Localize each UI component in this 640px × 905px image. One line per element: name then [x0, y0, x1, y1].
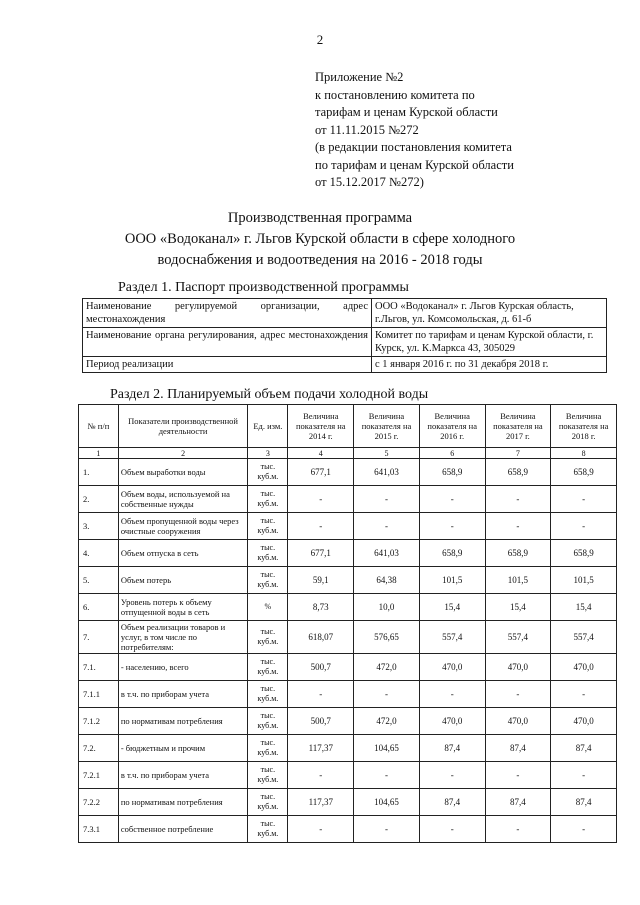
appendix-line: Приложение №2 — [315, 70, 404, 84]
header-cell: Величина показателя на 2015 г. — [354, 405, 420, 448]
header-cell: Ед. изм. — [248, 405, 288, 448]
value-2018: - — [551, 513, 617, 540]
unit-cell: тыс. куб.м. — [248, 735, 288, 762]
unit-cell: тыс. куб.м. — [248, 789, 288, 816]
column-number: 6 — [419, 448, 485, 459]
row-number: 3. — [79, 513, 119, 540]
value-2017: - — [485, 486, 551, 513]
value-2015: - — [354, 681, 420, 708]
value-2018: - — [551, 681, 617, 708]
value-2014: 59,1 — [288, 567, 354, 594]
table-row — [79, 762, 617, 789]
value-2014: 677,1 — [288, 540, 354, 567]
value-2014: - — [288, 762, 354, 789]
indicator-name: Объем выработки воды — [118, 459, 247, 486]
value-2017: 15,4 — [485, 594, 551, 621]
value-2015: 104,65 — [354, 789, 420, 816]
value-2018: 470,0 — [551, 708, 617, 735]
value-2015: 472,0 — [354, 708, 420, 735]
value-2017: 470,0 — [485, 654, 551, 681]
row-number: 4. — [79, 540, 119, 567]
passport-value: ООО «Водоканал» г. Льгов Курская область, г.Льгов, ул. Комсомольская, д. 61-б — [372, 299, 607, 328]
header-cell: № п/п — [79, 405, 119, 448]
indicator-name: Объем пропущенной воды через очистные сооружения — [118, 513, 247, 540]
value-2015: - — [354, 486, 420, 513]
row-number: 7.3.1 — [79, 816, 119, 843]
passport-row — [83, 328, 607, 357]
value-2016: - — [419, 513, 485, 540]
document-title — [0, 208, 640, 271]
title-line: Производственная программа — [227, 210, 413, 226]
value-2018: 15,4 — [551, 594, 617, 621]
header-cell: Величина показателя на 2016 г. — [419, 405, 485, 448]
table-row — [79, 459, 617, 486]
value-2016: 15,4 — [419, 594, 485, 621]
indicator-name: в т.ч. по приборам учета — [118, 681, 247, 708]
passport-table — [82, 298, 607, 373]
value-2015: 472,0 — [354, 654, 420, 681]
row-number: 7.2. — [79, 735, 119, 762]
passport-row — [83, 299, 607, 328]
value-2014: 500,7 — [288, 654, 354, 681]
column-number: 7 — [485, 448, 551, 459]
row-number: 5. — [79, 567, 119, 594]
unit-cell: тыс. куб.м. — [248, 540, 288, 567]
value-2018: - — [551, 762, 617, 789]
page-number: 2 — [316, 32, 324, 47]
value-2016: 87,4 — [419, 735, 485, 762]
appendix-line: по тарифам и ценам Курской области — [315, 157, 514, 172]
indicator-name: Объем реализации товаров и услуг, в том числе по потребителям: — [118, 621, 247, 654]
indicator-name: Уровень потерь к объему отпущенной воды в сеть — [118, 594, 247, 621]
water-volume-table — [78, 404, 617, 843]
table-row — [79, 486, 617, 513]
value-2015: 64,38 — [354, 567, 420, 594]
column-number: 2 — [118, 448, 247, 459]
row-number: 7. — [79, 621, 119, 654]
value-2018: 87,4 — [551, 789, 617, 816]
value-2015: - — [354, 513, 420, 540]
unit-cell: тыс. куб.м. — [248, 513, 288, 540]
value-2015: - — [354, 816, 420, 843]
unit-cell: тыс. куб.м. — [248, 654, 288, 681]
value-2017: - — [485, 762, 551, 789]
indicator-name: по нормативам потребления — [118, 789, 247, 816]
indicator-name: - бюджетным и прочим — [118, 735, 247, 762]
table-row — [79, 594, 617, 621]
value-2014: - — [288, 513, 354, 540]
unit-cell: тыс. куб.м. — [248, 459, 288, 486]
unit-cell: тыс. куб.м. — [248, 816, 288, 843]
table-row — [79, 513, 617, 540]
value-2014: - — [288, 816, 354, 843]
value-2016: 470,0 — [419, 654, 485, 681]
value-2016: 470,0 — [419, 708, 485, 735]
value-2015: - — [354, 762, 420, 789]
table-row — [79, 654, 617, 681]
table-row — [79, 681, 617, 708]
value-2016: - — [419, 486, 485, 513]
value-2014: 677,1 — [288, 459, 354, 486]
value-2016: 101,5 — [419, 567, 485, 594]
unit-cell: % — [248, 594, 288, 621]
appendix-block — [315, 69, 615, 192]
table-row — [79, 735, 617, 762]
appendix-line: (в редакции постановления комитета — [315, 140, 512, 154]
row-number: 6. — [79, 594, 119, 621]
appendix-line: тарифам и ценам Курской области — [315, 105, 498, 119]
title-line: водоснабжения и водоотведения на 2016 - 2018 годы — [157, 252, 483, 268]
row-number: 7.1. — [79, 654, 119, 681]
value-2016: 658,9 — [419, 540, 485, 567]
value-2015: 641,03 — [354, 540, 420, 567]
value-2017: - — [485, 816, 551, 843]
value-2016: - — [419, 681, 485, 708]
value-2015: 576,65 — [354, 621, 420, 654]
column-number: 5 — [354, 448, 420, 459]
row-number: 7.1.2 — [79, 708, 119, 735]
indicator-name: - населению, всего — [118, 654, 247, 681]
value-2014: 618,07 — [288, 621, 354, 654]
column-number: 4 — [288, 448, 354, 459]
table-row — [79, 621, 617, 654]
header-cell: Величина показателя на 2017 г. — [485, 405, 551, 448]
value-2018: 658,9 — [551, 540, 617, 567]
value-2017: 658,9 — [485, 540, 551, 567]
value-2016: 557,4 — [419, 621, 485, 654]
indicator-name: Объем отпуска в сеть — [118, 540, 247, 567]
value-2017: 87,4 — [485, 789, 551, 816]
table-row — [79, 789, 617, 816]
table-header-row — [79, 405, 617, 448]
value-2018: - — [551, 816, 617, 843]
value-2017: - — [485, 513, 551, 540]
title-line: ООО «Водоканал» г. Льгов Курской области в сфере холодного — [124, 231, 516, 247]
value-2017: 658,9 — [485, 459, 551, 486]
value-2014: 117,37 — [288, 735, 354, 762]
passport-label: Наименование органа регулирования, адрес местонахождения — [83, 328, 372, 357]
passport-value: с 1 января 2016 г. по 31 декабря 2018 г. — [372, 357, 607, 373]
value-2018: 101,5 — [551, 567, 617, 594]
header-cell: Показатели производственной деятельности — [118, 405, 247, 448]
value-2018: 87,4 — [551, 735, 617, 762]
row-number: 2. — [79, 486, 119, 513]
column-number: 8 — [551, 448, 617, 459]
appendix-line: к постановлению комитета по — [315, 87, 475, 102]
row-number: 7.2.1 — [79, 762, 119, 789]
value-2018: 658,9 — [551, 459, 617, 486]
row-number: 7.2.2 — [79, 789, 119, 816]
unit-cell: тыс. куб.м. — [248, 708, 288, 735]
indicator-name: Объем потерь — [118, 567, 247, 594]
value-2014: 117,37 — [288, 789, 354, 816]
header-cell: Величина показателя на 2018 г. — [551, 405, 617, 448]
value-2016: - — [419, 816, 485, 843]
section1-title: Раздел 1. Паспорт производственной программы — [118, 280, 409, 295]
row-number: 1. — [79, 459, 119, 486]
passport-value: Комитет по тарифам и ценам Курской области, г. Курск, ул. К.Маркса 43, 305029 — [372, 328, 607, 357]
value-2017: - — [485, 681, 551, 708]
indicator-name: по нормативам потребления — [118, 708, 247, 735]
value-2018: 470,0 — [551, 654, 617, 681]
value-2017: 470,0 — [485, 708, 551, 735]
value-2017: 557,4 — [485, 621, 551, 654]
column-number-row — [79, 448, 617, 459]
value-2014: 8,73 — [288, 594, 354, 621]
column-number: 3 — [248, 448, 288, 459]
value-2016: - — [419, 762, 485, 789]
value-2018: - — [551, 486, 617, 513]
value-2015: 104,65 — [354, 735, 420, 762]
table-row — [79, 567, 617, 594]
value-2014: 500,7 — [288, 708, 354, 735]
indicator-name: Объем воды, используемой на собственные нужды — [118, 486, 247, 513]
value-2016: 87,4 — [419, 789, 485, 816]
unit-cell: тыс. куб.м. — [248, 486, 288, 513]
passport-label: Наименование регулируемой организации, адрес местонахождения — [83, 299, 372, 328]
unit-cell: тыс. куб.м. — [248, 621, 288, 654]
indicator-name: в т.ч. по приборам учета — [118, 762, 247, 789]
row-number: 7.1.1 — [79, 681, 119, 708]
value-2014: - — [288, 681, 354, 708]
unit-cell: тыс. куб.м. — [248, 567, 288, 594]
passport-row — [83, 357, 607, 373]
unit-cell: тыс. куб.м. — [248, 762, 288, 789]
appendix-line: от 11.11.2015 №272 — [315, 122, 419, 137]
passport-label: Период реализации — [83, 357, 372, 373]
table-row — [79, 816, 617, 843]
value-2014: - — [288, 486, 354, 513]
value-2017: 101,5 — [485, 567, 551, 594]
section2-title: Раздел 2. Планируемый объем подачи холодной воды — [110, 387, 429, 402]
value-2015: 10,0 — [354, 594, 420, 621]
value-2018: 557,4 — [551, 621, 617, 654]
table-row — [79, 708, 617, 735]
value-2017: 87,4 — [485, 735, 551, 762]
column-number: 1 — [79, 448, 119, 459]
appendix-line: от 15.12.2017 №272) — [315, 175, 424, 189]
value-2016: 658,9 — [419, 459, 485, 486]
indicator-name: собственное потребление — [118, 816, 247, 843]
value-2015: 641,03 — [354, 459, 420, 486]
unit-cell: тыс. куб.м. — [248, 681, 288, 708]
table-row — [79, 540, 617, 567]
header-cell: Величина показателя на 2014 г. — [288, 405, 354, 448]
